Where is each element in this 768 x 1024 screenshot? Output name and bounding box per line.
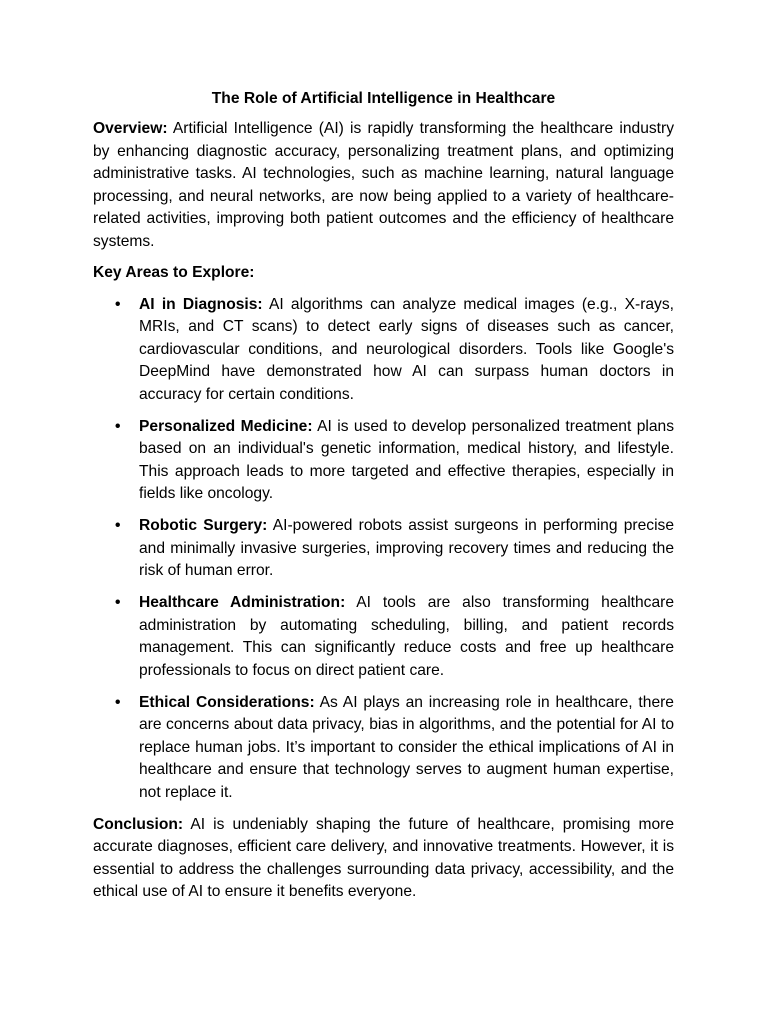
bullet-icon: • <box>115 517 121 534</box>
list-item <box>115 515 674 583</box>
overview-text: Artificial Intelligence (AI) is rapidly transforming the healthcare industry by enhancing diagnostic accuracy, personalizing treatment plans, and optimizing administrative tasks. AI technologies, such as machine learning, natural language processing, and neural networks, are now being applied to a variety of healthcare-related activities, improving both patient outcomes and the efficiency of healthcare systems. <box>93 120 674 250</box>
key-areas-list <box>93 294 674 805</box>
conclusion-paragraph <box>93 814 674 904</box>
overview-paragraph <box>93 118 674 253</box>
bullet-icon: • <box>115 693 121 711</box>
overview-label: Overview: <box>93 120 168 137</box>
list-item-text: AI tools are also transforming healthcare administration by automating scheduling, billing, and patient records management. This can significantly reduce costs and free up healthcare professionals to focus on direct patient care. <box>139 594 674 679</box>
list-item <box>115 416 674 506</box>
list-item-text: AI algorithms can analyze medical images (e.g., X-rays, MRIs, and CT scans) to detect early signs of diseases such as cancer, cardiovascular conditions, and neurological disorders. Tools like Google's DeepMind have demonstrated how AI can surpass human doctors in accuracy for certain conditions. <box>139 295 674 403</box>
list-item-label: Personalized Medicine: <box>139 417 313 435</box>
list-item-label: Robotic Surgery: <box>139 517 268 534</box>
list-item-text: AI-powered robots assist surgeons in performing precise and minimally invasive surgeries, improving recovery times and reducing the risk of human error. <box>139 517 674 579</box>
document-title: The Role of Artificial Intelligence in Healthcare <box>211 90 556 107</box>
document-page <box>93 88 674 913</box>
list-item <box>115 592 674 682</box>
bullet-icon: • <box>115 594 121 611</box>
list-item <box>115 692 674 805</box>
list-item-label: Healthcare Administration: <box>139 594 346 611</box>
conclusion-label: Conclusion: <box>93 815 184 833</box>
bullet-icon: • <box>115 417 121 435</box>
list-item <box>115 294 674 407</box>
bullet-icon: • <box>115 295 121 313</box>
list-item-text: AI is used to develop personalized treatment plans based on an individual's genetic information, medical history, and lifestyle. This approach leads to more targeted and effective therapies, especially in fields like oncology. <box>139 417 674 502</box>
conclusion-text: AI is undeniably shaping the future of healthcare, promising more accurate diagnoses, efficient care delivery, and innovative treatments. However, it is essential to address the challenges surrounding data privacy, accessibility, and the ethical use of AI to ensure it benefits everyone. <box>93 815 674 900</box>
key-areas-heading: Key Areas to Explore: <box>93 264 255 281</box>
list-item-label: AI in Diagnosis: <box>139 295 263 313</box>
list-item-label: Ethical Considerations: <box>139 693 315 711</box>
list-item-text: As AI plays an increasing role in healthcare, there are concerns about data privacy, bias in algorithms, and the potential for AI to replace human jobs. It’s important to consider the ethical implications of AI in healthcare and ensure that technology serves to augment human expertise, not replace it. <box>139 693 674 801</box>
